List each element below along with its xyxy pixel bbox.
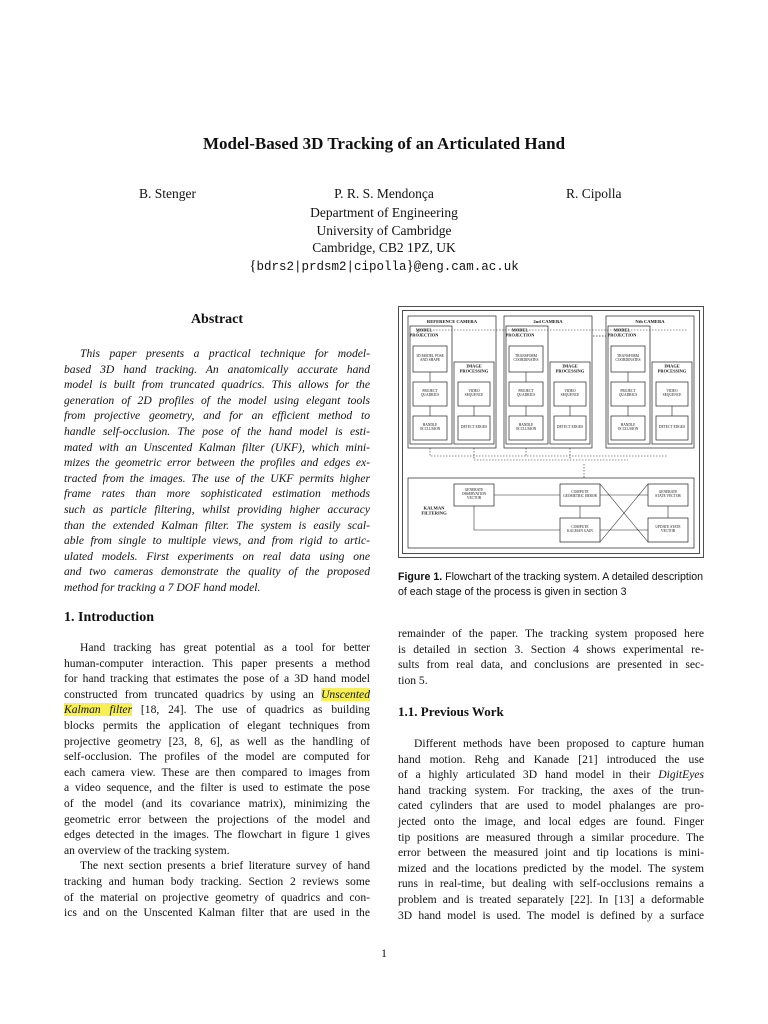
text-line: cated cylinders that are used to model phalanges are pro- (398, 799, 704, 813)
camera-panel (504, 316, 592, 448)
text-line: This paper presents a practical technique for model- (80, 347, 370, 360)
text-line: remainder of the paper. The tracking system proposed here (398, 627, 704, 640)
text-line: each camera view. These are then compared to images from (64, 765, 370, 779)
intro-line: for hand tracking that estimates the pose of a 3D hand model (64, 672, 370, 686)
camera-panel (408, 316, 496, 448)
page-number: 1 (381, 946, 387, 960)
text-line: frame rates than more sophisticated estimation methods (64, 487, 370, 501)
camera-label: REFERENCE CAMERA (426, 319, 478, 324)
text-line: a video sequence, and the filter is used to estimate the pose (64, 781, 370, 795)
email-brace-open: { (249, 258, 257, 274)
email-brace-close: } (406, 258, 414, 274)
paper-title: Model-Based 3D Tracking of an Articulated Hand (202, 134, 566, 153)
highlighted-term: Unscented (321, 687, 370, 701)
text-line: ics and on the Unscented Kalman filter that are used in the (64, 906, 370, 920)
text-line: is detailed in section 3. Section 4 shows experimental re- (398, 642, 704, 656)
text-line: mizes the geometric error between the profiles and edges ex- (64, 456, 370, 470)
pw-line: hand motion. Rehg and Kanade [21] introduced the use (398, 752, 704, 766)
camera-label: Nth CAMERA (635, 319, 665, 324)
email-users: bdrs2|prdsm2|cipolla (256, 260, 407, 274)
introduction-body (64, 640, 370, 921)
text-line: based 3D hand tracking. An anatomically accurate hand (64, 362, 370, 376)
text-line: error between the measured joint and tip locations is mini- (398, 846, 704, 860)
intro-rest (64, 718, 370, 858)
caption-text: Flowchart of the tracking system. A detailed description of each stage of the process is given in section 3 (398, 571, 704, 598)
abstract-heading: Abstract (190, 312, 244, 327)
right-column-paragraph (398, 626, 704, 688)
pw-rest (398, 783, 704, 923)
model-projection-label: MODEL PROJECTION (409, 327, 439, 338)
abstract-body (64, 346, 370, 596)
text-line: of the model (and its covariance matrix), minimizing the (64, 796, 370, 810)
text-line: 3D hand model is used. The model is defined by a surface (398, 908, 704, 922)
image-processing-label: IMAGE PROCESSING (555, 363, 585, 374)
intro-paragraph-2 (64, 858, 370, 920)
handle-occlusion-label: HANDLE OCCLUSION (617, 423, 639, 431)
intro-line: human-computer interaction. This paper presents a method (64, 656, 370, 670)
text-line: an overview of the tracking system. (64, 843, 230, 857)
previous-work-heading: 1.1. Previous Work (398, 704, 504, 719)
text-line: tracking and human body tracking. Section 2 reviews some (64, 874, 370, 888)
previous-work-body (398, 736, 704, 923)
pw-line (398, 767, 704, 783)
output-dashed-links (430, 448, 668, 478)
tracking-flowchart (398, 306, 704, 558)
affiliation-address: Cambridge, CB2 1PZ, UK (312, 240, 456, 255)
text-line: from projective geometry, and for an efficient method to (64, 409, 370, 423)
project-quadrics-label: PROJECT QUADRICS (618, 389, 638, 397)
digiteyes-term: DigitEyes (658, 768, 704, 782)
pw-line: Different methods have been proposed to capture human (414, 737, 704, 750)
author-mendonca: P. R. S. Mendonça (334, 186, 434, 201)
text-line: tion 5. (398, 673, 428, 687)
kalman-filtering-label: KALMAN FILTERING (421, 505, 447, 516)
text-line: tip positions are measured through a similar procedure. The (398, 830, 704, 844)
model-input-label: TRANSFORM COORDINATES (615, 354, 641, 362)
text-line: model is built from truncated quadrics. This allows for the (64, 378, 370, 392)
author-stenger: B. Stenger (139, 186, 196, 201)
compute-kalman-label: COMPUTE KALMAN GAIN (567, 525, 593, 533)
text-line: and two cameras demonstrate the quality of the proposed (64, 565, 370, 579)
text-line: tracted from the images. The use of the UKF permits higher (64, 471, 370, 485)
text-line: geometric error between the projections of the model and (64, 812, 370, 826)
generate-observation-label: GENERATE OBSERVATION VECTOR (461, 488, 487, 500)
text-line: projective geometry [23, 8, 6], as well as the handling of (64, 734, 370, 748)
video-sequence-label: VIDEO SEQUENCE (464, 389, 484, 397)
affiliation-university: University of Cambridge (316, 222, 452, 238)
text-line: The next section presents a brief literature survey of hand (80, 859, 370, 873)
model-projection-label: MODEL PROJECTION (505, 327, 535, 338)
detect-edges-label: DETECT EDGES (556, 425, 584, 429)
text-line: generation of 2D profiles of the model using elegant tools (64, 393, 370, 407)
text-line: hand tracking system. For tracking, the axes of the trun- (398, 783, 704, 797)
text-line: able from single to multiple views, and from rigid to artic- (64, 534, 370, 548)
intro-line (64, 702, 370, 718)
caption-label: Figure 1. (398, 571, 443, 583)
introduction-heading: 1. Introduction (64, 610, 154, 625)
text-line: jected onto the image, and local edges are found. Finger (398, 814, 704, 828)
text-line: such as particle filtering, whilst providing higher accuracy (64, 502, 370, 516)
detect-edges-label: DETECT EDGES (658, 425, 686, 429)
intro-text: [18, 24]. The use of quadrics as building (132, 703, 370, 717)
generate-state-label: GENERATE STATE VECTOR (655, 490, 681, 498)
text-line: ulated models. First experiments on real data using one (64, 549, 370, 563)
affiliation-department: Department of Engineering (310, 205, 458, 220)
text-line: method for tracking a 7 DOF hand model. (64, 580, 261, 594)
image-processing-label: IMAGE PROCESSING (459, 363, 489, 374)
text-line: sults from real data, and conclusions are presented in sec- (398, 658, 704, 672)
text-line: of the material on projective geometry of quadrics and con- (64, 890, 370, 904)
author-cipolla: R. Cipolla (566, 186, 622, 201)
model-input-label: 3D MODEL POSE AND SHAPE (416, 354, 444, 362)
intro-text: constructed from truncated quadrics by using an (64, 687, 314, 701)
text-line: self-occlusion. The profiles of the model are computed for (64, 750, 370, 764)
model-input-label: TRANSFORM COORDINATES (513, 354, 539, 362)
video-sequence-label: VIDEO SEQUENCE (662, 389, 682, 397)
model-projection-label: MODEL PROJECTION (607, 327, 637, 338)
author-emails (0, 257, 768, 277)
text-line: edges detected in the images. The flowchart in figure 1 gives (64, 828, 370, 842)
text-line: blocks permits the application of elegant techniques from (64, 718, 370, 732)
camera-label: 2nd CAMERA (533, 319, 563, 324)
text-line: than the extended Kalman filter. The system is easily scal- (64, 518, 370, 532)
kalman-panel (408, 478, 694, 548)
detect-edges-label: DETECT EDGES (460, 425, 488, 429)
email-domain: @eng.cam.ac.uk (413, 260, 519, 274)
handle-occlusion-label: HANDLE OCCLUSION (515, 423, 537, 431)
camera-panels (408, 316, 694, 478)
text-line: mated with an Unscented Kalman filter (UKF), which mini- (64, 440, 370, 454)
video-sequence-label: VIDEO SEQUENCE (560, 389, 580, 397)
project-quadrics-label: PROJECT QUADRICS (420, 389, 440, 397)
camera-panel (606, 316, 694, 448)
handle-occlusion-label: HANDLE OCCLUSION (419, 423, 441, 431)
pw-text: of a highly articulated 3D hand model in their (398, 768, 659, 782)
image-processing-label: IMAGE PROCESSING (657, 363, 687, 374)
intro-line (64, 687, 370, 703)
text-line: problem and is treated separately [22]. In [13] a deformable (398, 892, 704, 906)
intro-line: Hand tracking has great potential as a tool for better (80, 641, 370, 654)
update-state-label: UPDATE STATE VECTOR (655, 525, 681, 533)
text-line: runs in real-time, but dealing with self-occlusions remains a (398, 877, 704, 891)
text-line: handle self-occlusion. The pose of the hand model is esti- (64, 424, 370, 438)
text-line: mized and the locations predicted by the model. The system (398, 861, 704, 875)
figure-caption (398, 570, 704, 600)
compute-geometric-label: COMPUTE GEOMETRIC ERROR (563, 490, 597, 498)
project-quadrics-label: PROJECT QUADRICS (516, 389, 536, 397)
highlighted-term: Kalman filter (64, 703, 133, 717)
